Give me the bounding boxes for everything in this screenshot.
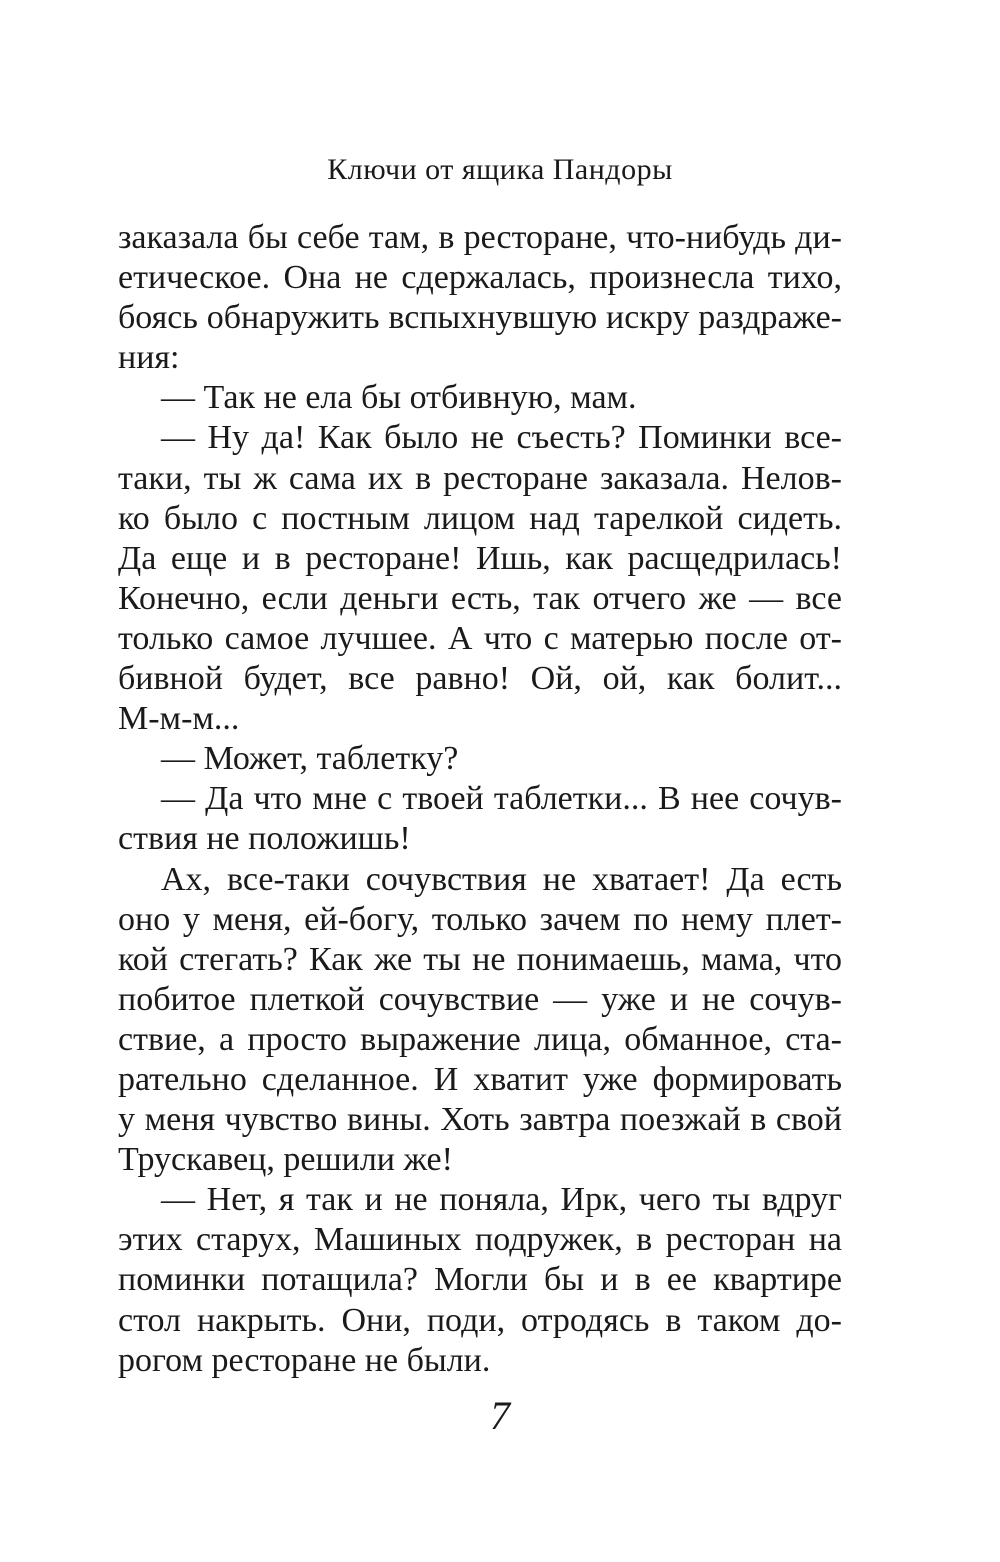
text-line: ствия не положишь!	[118, 820, 411, 858]
text-line: Конечно, если деньги есть, так отчего же — все	[118, 579, 842, 617]
text-line: этих старух, Машиных подружек, в ресторан на	[118, 1221, 842, 1259]
text-line: стол накрыть. Они, поди, отродясь в таком до-	[118, 1301, 842, 1339]
text-line: побитое плеткой сочувствие — уже и не сочув-	[118, 980, 842, 1018]
text-line: только самое лучшее. А что с матерью после от-	[118, 619, 842, 657]
text-line: кой стегать? Как же ты не понимаешь, мама, что	[118, 940, 842, 978]
text-line: — Так не ела бы отбивную, мам.	[161, 379, 637, 417]
text-line: Ах, все-таки сочувствия не хватает! Да есть	[161, 860, 842, 898]
running-head: Ключи от ящика Пандоры	[327, 153, 673, 186]
body-text	[118, 218, 842, 1381]
text-line: — Может, таблетку?	[161, 740, 459, 778]
text-line: рательно сделанное. И хватит уже формировать	[118, 1060, 842, 1098]
text-line: Да еще и в ресторане! Ишь, как расщедрилась!	[118, 539, 842, 577]
text-line: — Да что мне с твоей таблетки... В нее сочув-	[161, 780, 842, 818]
text-line: — Нет, я так и не поняла, Ирк, чего ты вдруг	[161, 1181, 842, 1219]
text-line: заказала бы себе там, в ресторане, что-нибудь ди-	[118, 219, 842, 256]
page-number: 7	[490, 1393, 510, 1438]
text-line: у меня чувство вины. Хоть завтра поезжай в свой	[118, 1101, 842, 1139]
text-line: — Ну да! Как было не съесть? Поминки все-	[161, 419, 842, 457]
text-line: М-м-м...	[118, 700, 240, 738]
text-line: ния:	[118, 339, 180, 377]
text-line: рогом ресторане не были.	[118, 1341, 491, 1379]
text-line: Трускавец, решили же!	[118, 1141, 453, 1179]
text-line: оно у меня, ей-богу, только зачем по нему плет-	[118, 900, 842, 938]
text-line: ко было с постным лицом над тарелкой сидеть.	[118, 499, 842, 537]
text-line: ствие, а просто выражение лица, обманное, ста-	[118, 1020, 842, 1058]
text-line: боясь обнаружить вспыхнувшую искру раздраже-	[118, 299, 842, 337]
text-line: таки, ты ж сама их в ресторане заказала. Нелов-	[118, 459, 842, 497]
text-line: поминки потащила? Могли бы и в ее квартире	[118, 1261, 842, 1299]
text-line: бивной будет, все равно! Ой, ой, как болит...	[118, 660, 842, 698]
text-line: етическое. Она не сдержалась, произнесла тихо,	[118, 259, 842, 297]
